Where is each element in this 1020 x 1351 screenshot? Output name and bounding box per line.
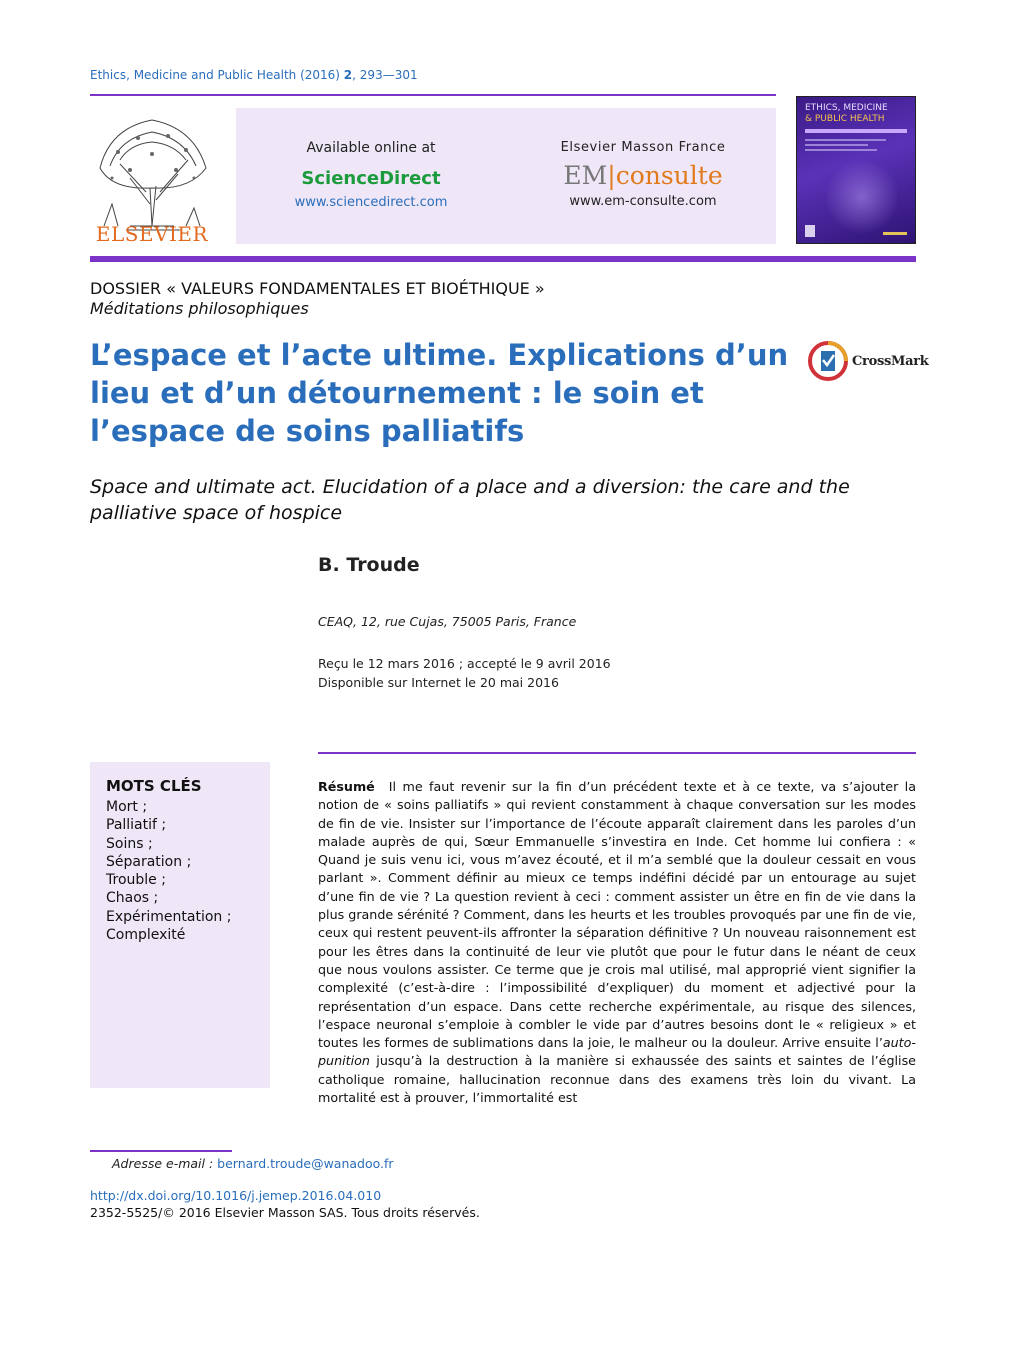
keyword-item: Palliatif ; <box>106 817 167 834</box>
sciencedirect-block <box>236 140 506 210</box>
header-rule <box>90 94 776 96</box>
cover-logo-mark <box>883 232 907 235</box>
keyword-item: Complexité <box>106 927 186 944</box>
doi-link[interactable]: http://dx.doi.org/10.1016/j.jemep.2016.04.010 <box>90 1188 382 1203</box>
abstract-italic-term: auto-punition <box>318 1035 916 1069</box>
article-dates <box>318 654 611 692</box>
copyright-notice: 2352-5525/© 2016 Elsevier Masson SAS. Tous droits réservés. <box>90 1205 480 1220</box>
crossmark-badge[interactable] <box>808 340 929 384</box>
cover-lines <box>805 139 895 154</box>
emconsulte-block <box>530 140 756 209</box>
emconsulte-link[interactable]: www.em-consulte.com <box>569 194 717 209</box>
crossmark-icon <box>808 340 848 382</box>
cover-title-line2: & PUBLIC HEALTH <box>805 114 885 124</box>
sciencedirect-link[interactable]: www.sciencedirect.com <box>294 195 448 210</box>
author-name: B. Troude <box>318 554 420 576</box>
emconsulte-logo <box>530 161 756 190</box>
dossier-heading: DOSSIER « VALEURS FONDAMENTALES ET BIOÉTHIQUE » <box>90 279 545 298</box>
emconsulte-bar: | <box>607 161 616 190</box>
received-date: Reçu le 12 mars 2016 ; accepté le 9 avril 2016 <box>318 656 611 671</box>
abstract-label: Résumé <box>318 779 375 794</box>
abstract-text <box>318 778 916 1107</box>
cover-glow <box>827 157 897 237</box>
header-thick-rule <box>90 256 916 262</box>
abstract-rule <box>318 752 916 754</box>
emconsulte-em: EM <box>563 161 608 190</box>
online-date: Disponible sur Internet le 20 mai 2016 <box>318 675 559 690</box>
emconsulte-rest: consulte <box>615 161 723 190</box>
keyword-item: Chaos ; <box>106 890 159 907</box>
keyword-item: Expérimentation ; <box>106 908 232 925</box>
journal-pages: 293—301 <box>359 68 418 82</box>
cover-band <box>805 129 907 133</box>
journal-name: Ethics, Medicine and Public Health (2016) <box>90 68 340 82</box>
abstract-body-a: Il me faut revenir sur la fin d’un précédent texte et à ce texte, va s’ajouter la notion de « soins palliatifs » qui revient constamment à chaque conversation sur les modes de fin de vie. Insister sur l’importance de l’écoute apparaît clairement dans les paroles d’un malade auprès de qui, Sœur Emmanuelle s’investira en Inde. Cet homme lui confiera : « Quand je suis venu ici, vous m’avez écouté, et il m’a semblé que la douleur cessait en vous parlant ». Comment définir au mieux ce temps indéfini décidé par un entourage au sujet d’une fin de vie ? La question revient à ceci : comment assister un être en fin de vie dans la plus grande sérénité ? Comment, dans les heurts et les troubles provoqués par une fin de vie, ceux qui restent peuvent-ils affronter la séparation définitive ? Un nouveau raisonnement est pour les êtres dans la continuité de leur vie plutôt que pour le futur dans le néant de ceux que nous voulons assister. Ce terme que je crois mal utilisé, mal approprié vient signifier la complexité (c’est-à-dire : l’impossibilité d’expliquer) du moment et adjectivé pour la représentation d’un espace. Dans cette recherche expérimentale, au risque des silences, l’espace neuronal s’emploie à combler le vide par d’autres besoins dont le « religieux » et toutes les formes de sublimations dans la joie, le malheur ou la douleur. Arrive ensuite l’ <box>318 779 916 1051</box>
journal-cover-image <box>796 96 916 244</box>
english-title: Space and ultimate act. Elucidation of a place and a diversion: the care and the palliative space of hospice <box>90 476 850 524</box>
footnote-rule <box>90 1150 232 1152</box>
footnote-email <box>112 1156 394 1171</box>
cover-title-line1: ETHICS, MEDICINE <box>805 103 888 113</box>
journal-volume: 2 <box>343 68 353 82</box>
article-title: L’espace et l’acte ultime. Explications d’un lieu et d’un détournement : le soin et l’espace de soins palliatifs <box>90 338 789 448</box>
cover-publisher-mark <box>805 225 815 237</box>
keywords-heading: MOTS CLÉS <box>106 777 202 795</box>
elsevier-masson-label: Elsevier Masson France <box>560 140 726 155</box>
available-online-label: Available online at <box>306 140 436 156</box>
keyword-item: Trouble ; <box>106 872 166 889</box>
author-affiliation: CEAQ, 12, rue Cujas, 75005 Paris, France <box>318 614 577 629</box>
crossmark-label: CrossMark <box>852 354 929 369</box>
cover-title <box>805 103 909 125</box>
sciencedirect-logo: ScienceDirect <box>301 168 441 189</box>
elsevier-wordmark: ELSEVIER <box>95 222 209 246</box>
email-link[interactable]: bernard.troude@wanadoo.fr <box>217 1156 394 1171</box>
journal-pages-sep: , <box>352 68 360 82</box>
keyword-item: Mort ; <box>106 799 148 815</box>
journal-reference[interactable] <box>90 68 418 82</box>
abstract-body-b: jusqu’à la destruction à la manière si exhaussée des saints et saintes de l’église catholique romaine, hallucination reconnue dans des examens très loin du vivant. La mortalité est à prouver, l’immortalité est <box>318 1053 916 1106</box>
section-heading: Méditations philosophiques <box>90 299 309 318</box>
email-label: Adresse e-mail : <box>112 1156 214 1171</box>
keywords-list <box>106 798 231 944</box>
keyword-item: Séparation ; <box>106 853 192 870</box>
keyword-item: Soins ; <box>106 835 153 852</box>
